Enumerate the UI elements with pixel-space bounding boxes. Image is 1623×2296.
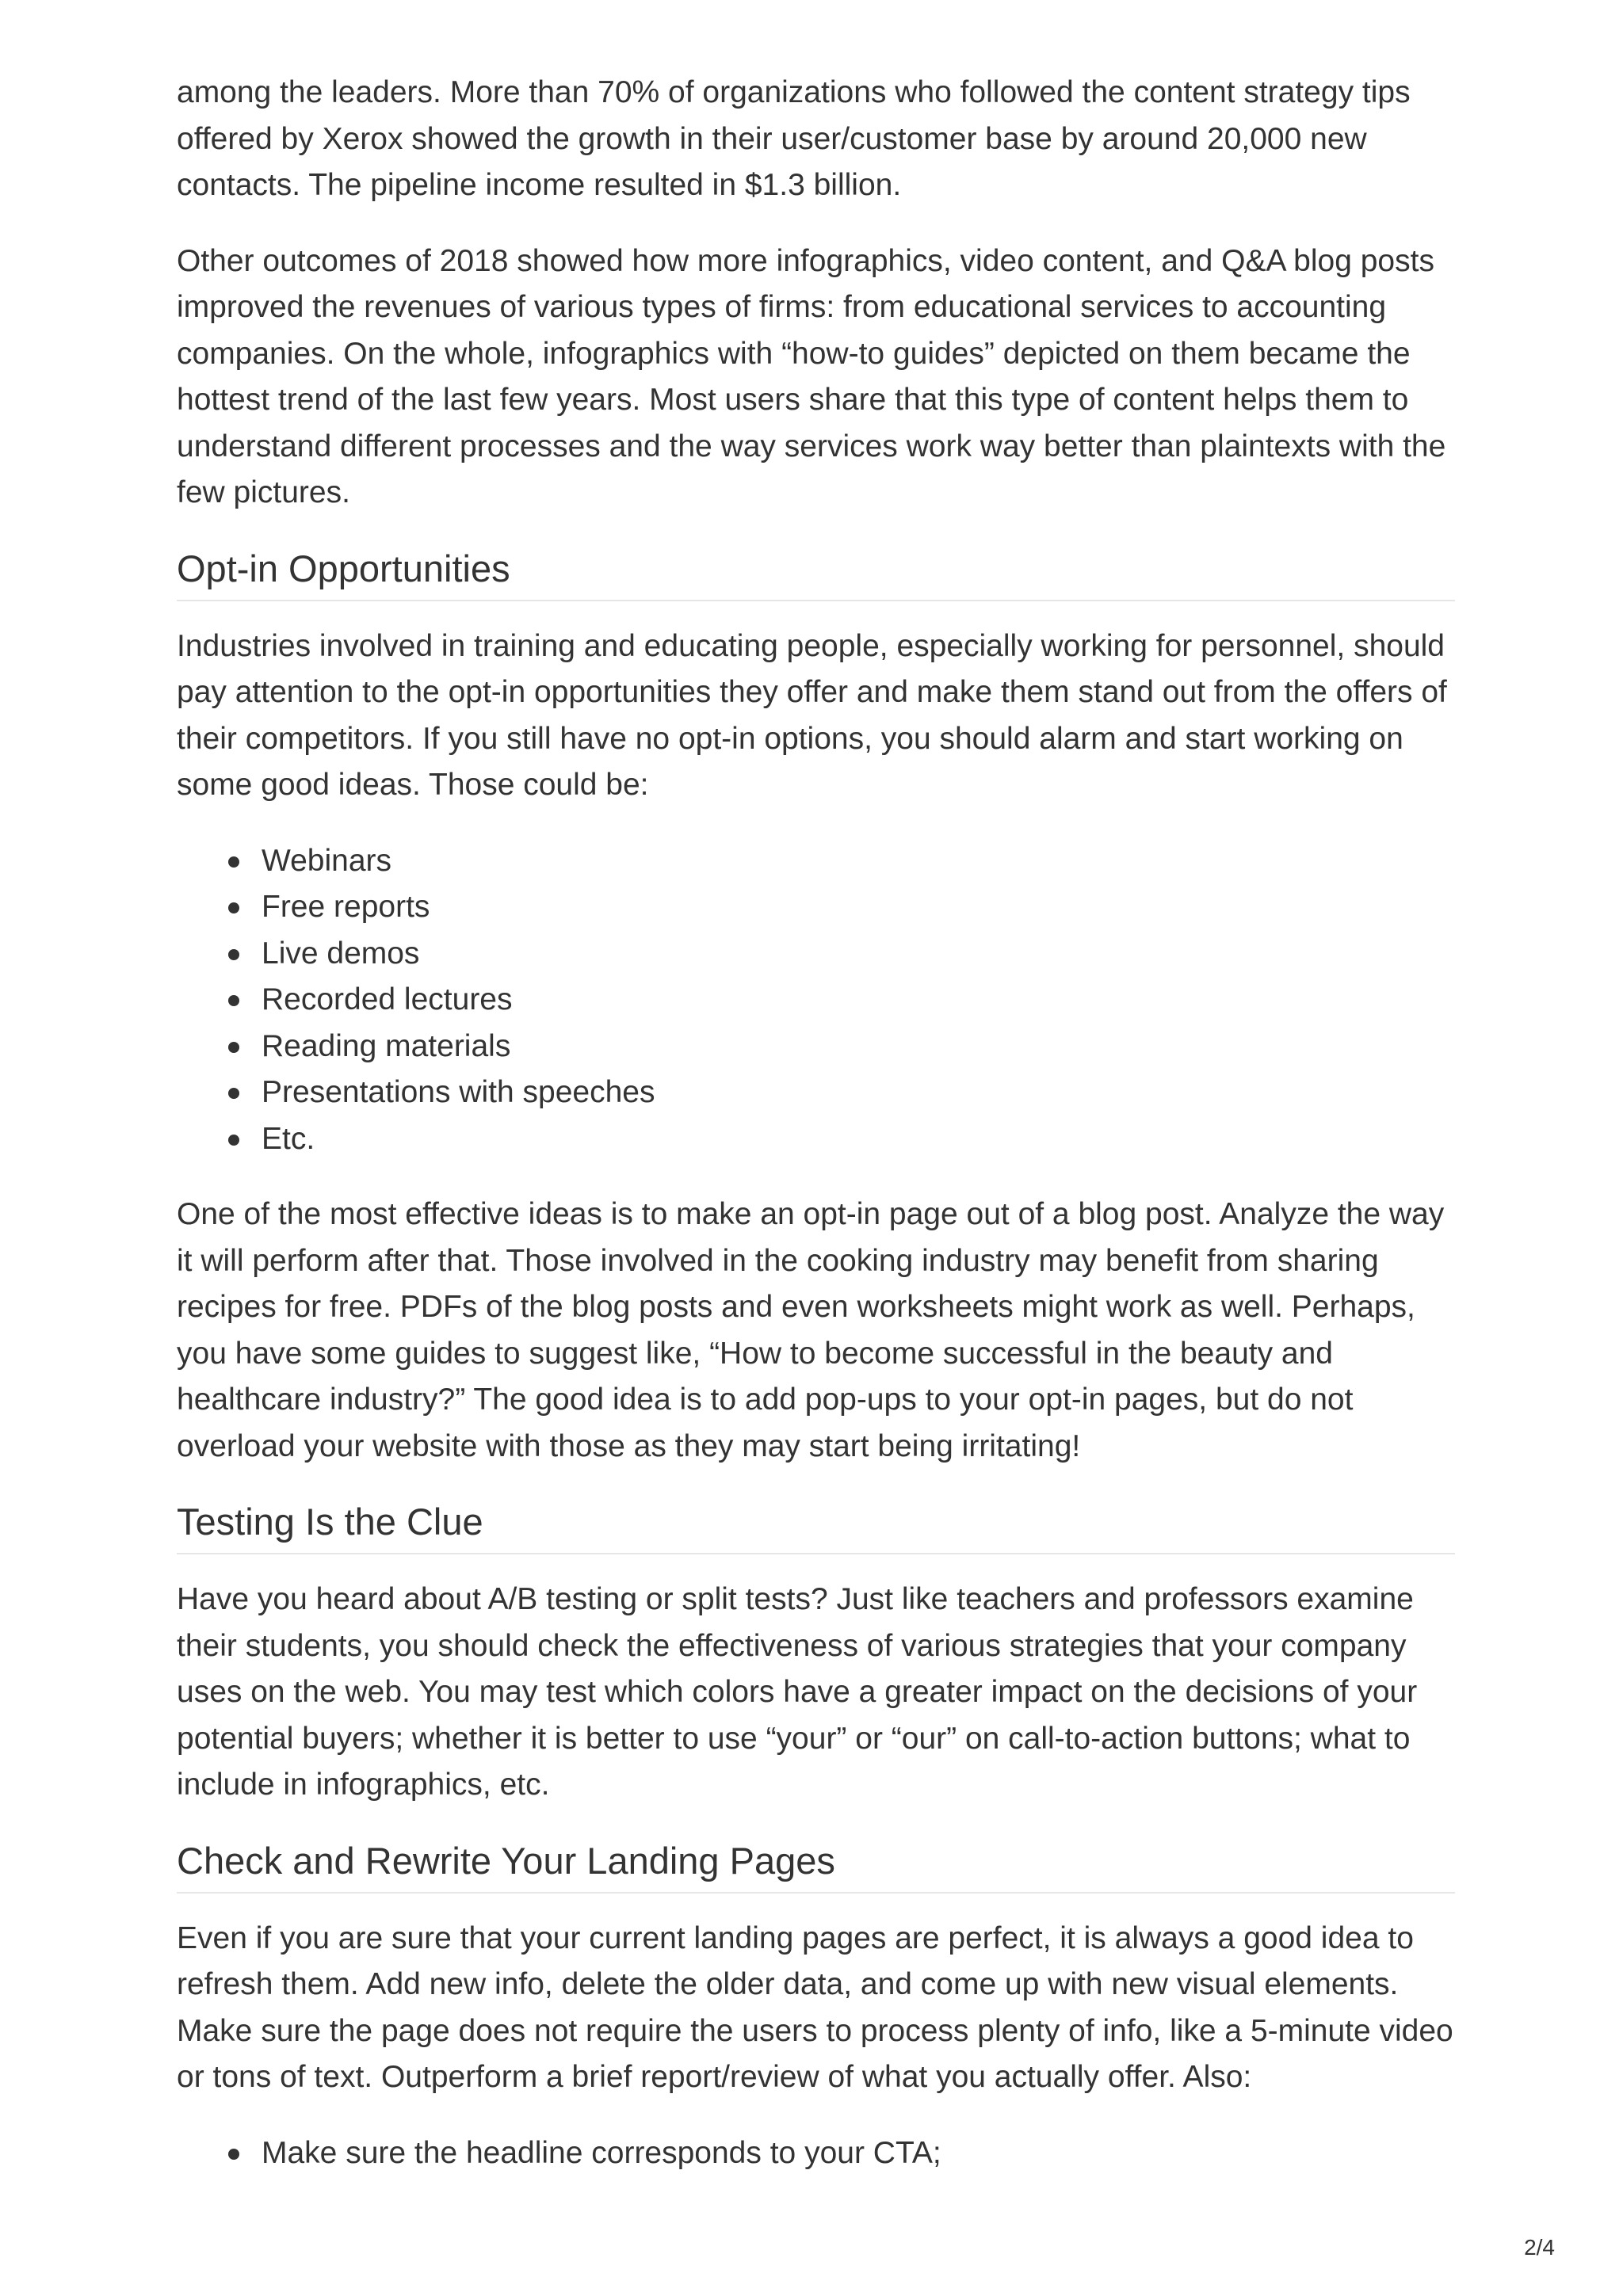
heading-testing-is-the-clue: Testing Is the Clue [177,1499,1455,1554]
paragraph-opt-in-intro: Industries involved in training and educating people, especially working for personnel, should pay attention to the opt-in opportunities they offer and make them stand out from the offers of their competitors. If you still have no opt-in options, you should alarm and start working on some good ideas. Those could be: [177,628,1447,802]
paragraph-landing-pages: Even if you are sure that your current landing pages are perfect, it is always a good idea to refresh them. Add new info, delete the older data, and come up with new visual elements. Make sure the page does not require the users to process plenty of info, like a 5-minute video or tons of text. Outperform a brief report/review of what you actually offer. Also: [177,1920,1453,2094]
list-item: Presentations with speeches [262,1070,1455,1116]
paragraph-intro-continued: among the leaders. More than 70% of organizations who followed the content strategy tips offered by Xerox showed the growth in their user/customer base by around 20,000 new contacts. The pipeline income resulted in $1.3 billion. [177,75,1411,202]
list-opt-in-ideas [177,838,1455,1163]
paragraph-outcomes-2018: Other outcomes of 2018 showed how more infographics, video content, and Q&A blog posts improved the revenues of various types of firms: from educational services to accounting companies. On the whole, infographics with “how-to guides” depicted on them became the hottest trend of the last few years. Most users share that this type of content helps them to understand different processes and the way services work way better than plaintexts with the few pictures. [177,243,1446,509]
heading-check-and-rewrite-landing-pages: Check and Rewrite Your Landing Pages [177,1838,1455,1894]
list-item: Recorded lectures [262,977,1455,1024]
list-item: Etc. [262,1116,1455,1163]
list-item: Reading materials [262,1024,1455,1070]
paragraph-testing: Have you heard about A/B testing or split tests? Just like teachers and professors examine their students, you should check the effectiveness of various strategies that your company uses on the web. You may test which colors have a greater impact on the decisions of your potential buyers; whether it is better to use “your” or “our” on call-to-action buttons; what to include in infographics, etc. [177,1582,1418,1802]
list-item: Make sure the headline corresponds to your CTA; [262,2130,1455,2177]
heading-opt-in-opportunities: Opt-in Opportunities [177,546,1455,601]
document-page [177,70,1455,2206]
list-item: Free reports [262,884,1455,931]
list-landing-page-tips [177,2130,1455,2177]
page-number: 2/4 [1524,2235,1555,2260]
list-item: Live demos [262,931,1455,978]
paragraph-opt-in-ideas: One of the most effective ideas is to make an opt-in page out of a blog post. Analyze the way it will perform after that. Those involved in the cooking industry may benefit from sharing recipes for free. PDFs of the blog posts and even worksheets might work as well. Perhaps, you have some guides to suggest like, “How to become successful in the beauty and healthcare industry?” The good idea is to add pop-ups to your opt-in pages, but do not overload your website with those as they may start being irritating! [177,1197,1445,1463]
list-item: Webinars [262,838,1455,885]
